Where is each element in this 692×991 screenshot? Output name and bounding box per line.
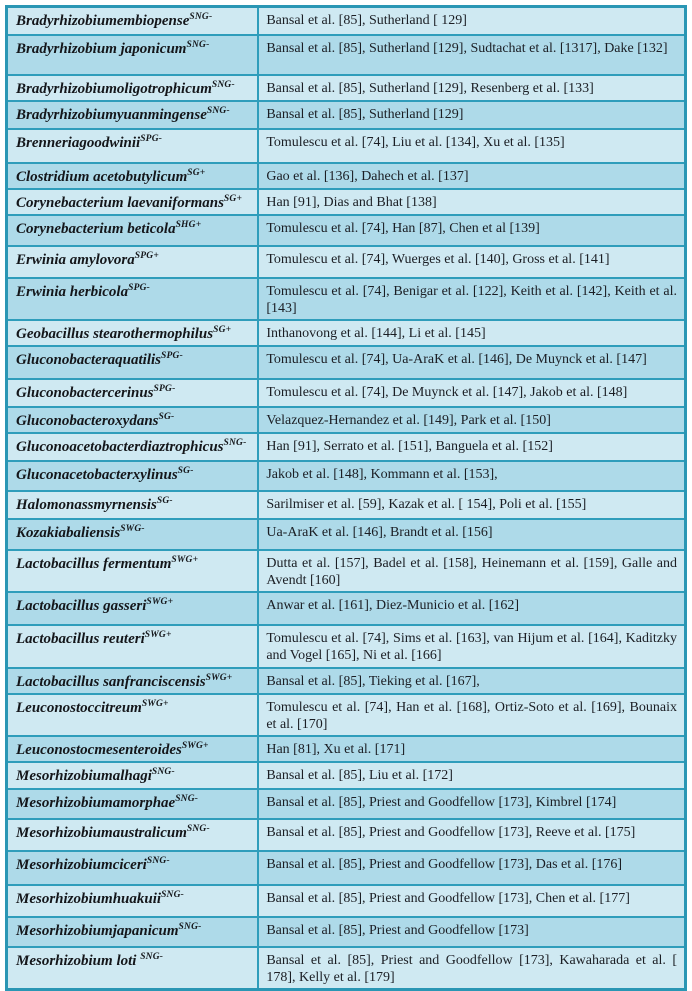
references-cell: Han [81], Xu et al. [171] [258, 736, 685, 762]
bacteria-references-table [5, 5, 687, 991]
organism-name: Lactobacillus sanfranciscensis [16, 673, 206, 690]
references-cell: Ua-AraK et al. [146], Brandt et al. [156] [258, 519, 685, 550]
organism-cell [7, 7, 259, 35]
organism-superscript: SG+ [187, 167, 206, 178]
organism-name: Clostridium acetobutylicum [16, 168, 188, 185]
table-row [7, 819, 686, 851]
organism-superscript: SG+ [213, 324, 232, 335]
organism-superscript: SPG- [153, 383, 176, 394]
organism-cell [7, 278, 259, 320]
organism-name: Mesorhizobiumhuakuii [16, 890, 162, 907]
organism-cell [7, 550, 259, 592]
references-cell: Velazquez-Hernandez et al. [149], Park et al. [150] [258, 407, 685, 433]
organism-name: Leuconostoccitreum [16, 699, 142, 716]
table-row [7, 885, 686, 917]
organism-cell [7, 519, 259, 550]
references-cell: Bansal et al. [85], Sutherland [129], Sudtachat et al. [1317], Dake [132] [258, 35, 685, 75]
organism-name: Gluconacetobacterxylinus [16, 466, 178, 483]
organism-name: Mesorhizobiumaustralicum [16, 824, 187, 841]
references-cell: Dutta et al. [157], Badel et al. [158], Heinemann et al. [159], Galle and Avendt [160] [258, 550, 685, 592]
organism-cell [7, 851, 259, 885]
organism-name: Bradyrhizobiumyuanmingense [16, 106, 207, 123]
references-cell: Tomulescu et al. [74], Han [87], Chen et al [139] [258, 215, 685, 246]
organism-superscript: SWG+ [181, 740, 209, 751]
organism-cell [7, 592, 259, 625]
organism-superscript: SNG- [186, 39, 210, 50]
references-cell: Sarilmiser et al. [59], Kazak et al. [ 154], Poli et al. [155] [258, 491, 685, 519]
table-row [7, 75, 686, 101]
organism-name: Leuconostocmesenteroides [16, 741, 182, 758]
organism-superscript: SWG+ [171, 554, 199, 565]
organism-cell [7, 736, 259, 762]
organism-superscript: SNG- [223, 437, 247, 448]
organism-superscript: SHG+ [175, 219, 202, 230]
table-row [7, 163, 686, 189]
organism-cell [7, 668, 259, 694]
table-row [7, 694, 686, 736]
organism-cell [7, 129, 259, 163]
organism-cell [7, 947, 259, 990]
organism-name: Corynebacterium laevaniformans [16, 194, 224, 211]
references-cell: Tomulescu et al. [74], Wuerges et al. [140], Gross et al. [141] [258, 246, 685, 278]
table-row [7, 789, 686, 819]
table-row [7, 278, 686, 320]
table-row [7, 246, 686, 278]
table-row [7, 491, 686, 519]
references-cell: Bansal et al. [85], Sutherland [ 129] [258, 7, 685, 35]
table-row [7, 668, 686, 694]
table-row [7, 379, 686, 407]
organism-name: Gluconobacteroxydans [16, 412, 159, 429]
table-row [7, 917, 686, 947]
organism-cell [7, 917, 259, 947]
organism-name: Mesorhizobiumamorphae [16, 794, 176, 811]
organism-cell [7, 694, 259, 736]
organism-cell [7, 789, 259, 819]
references-cell: Tomulescu et al. [74], De Muynck et al. [147], Jakob et al. [148] [258, 379, 685, 407]
organism-name: Mesorhizobiumjapanicum [16, 922, 179, 939]
organism-cell [7, 163, 259, 189]
organism-cell [7, 189, 259, 215]
references-cell: Bansal et al. [85], Sutherland [129] [258, 101, 685, 129]
table-row [7, 550, 686, 592]
references-cell: Jakob et al. [148], Kommann et al. [153], [258, 461, 685, 491]
organism-name: Mesorhizobiumciceri [16, 856, 147, 873]
table-row [7, 851, 686, 885]
organism-superscript: SPG- [161, 350, 183, 361]
organism-cell [7, 379, 259, 407]
organism-superscript: SWG- [120, 523, 145, 534]
organism-name: Bradyrhizobium japonicum [16, 40, 187, 57]
references-cell: Bansal et al. [85], Priest and Goodfellow [173], Kimbrel [174] [258, 789, 685, 819]
table-row [7, 346, 686, 379]
organism-superscript: SPG- [140, 133, 163, 144]
organism-name: Mesorhizobiumalhagi [16, 767, 152, 784]
organism-cell [7, 433, 259, 461]
table-row [7, 461, 686, 491]
organism-cell [7, 491, 259, 519]
table-row [7, 762, 686, 789]
table-row [7, 7, 686, 35]
organism-cell [7, 346, 259, 379]
references-cell: Tomulescu et al. [74], Ua-AraK et al. [146], De Muynck et al. [147] [258, 346, 685, 379]
organism-name: Mesorhizobium loti [16, 952, 141, 969]
organism-name: Gluconoacetobacterdiaztrophicus [16, 438, 224, 455]
organism-cell [7, 407, 259, 433]
organism-superscript: SNG- [186, 823, 210, 834]
organism-cell [7, 625, 259, 668]
organism-superscript: SWG+ [141, 698, 169, 709]
organism-superscript: SG- [177, 465, 194, 476]
table-row [7, 35, 686, 75]
references-cell: Han [91], Serrato et al. [151], Banguela et al. [152] [258, 433, 685, 461]
organism-superscript: SPG+ [134, 250, 159, 261]
organism-superscript: SNG- [178, 921, 202, 932]
references-cell: Bansal et al. [85], Priest and Goodfellow [173], Das et al. [176] [258, 851, 685, 885]
organism-name: Gluconobacteraquatilis [16, 351, 162, 368]
table-row [7, 519, 686, 550]
organism-name: Lactobacillus fermentum [16, 555, 172, 572]
organism-name: Geobacillus stearothermophilus [16, 325, 214, 342]
organism-superscript: SG+ [223, 193, 243, 204]
table-row [7, 625, 686, 668]
organism-name: Corynebacterium beticola [16, 220, 176, 237]
organism-cell [7, 885, 259, 917]
organism-cell [7, 246, 259, 278]
organism-name: Gluconobactercerinus [16, 384, 154, 401]
organism-name: Lactobacillus reuteri [16, 630, 145, 647]
table-row [7, 947, 686, 990]
organism-superscript: SWG+ [146, 596, 174, 607]
organism-superscript: SNG- [140, 951, 164, 962]
organism-name: Erwinia herbicola [16, 283, 129, 300]
organism-cell [7, 762, 259, 789]
references-cell: Inthanovong et al. [144], Li et al. [145] [258, 320, 685, 346]
table-row [7, 189, 686, 215]
organism-superscript: SNG- [189, 12, 213, 22]
organism-cell [7, 320, 259, 346]
references-cell: Bansal et al. [85], Priest and Goodfellow [173], Kawaharada et al. [ 178], Kelly et al. [179] [258, 947, 685, 990]
references-cell: Gao et al. [136], Dahech et al. [137] [258, 163, 685, 189]
references-cell: Tomulescu et al. [74], Han et al. [168], Ortiz-Soto et al. [169], Bounaix et al. [170] [258, 694, 685, 736]
references-cell: Bansal et al. [85], Liu et al. [172] [258, 762, 685, 789]
table-row [7, 592, 686, 625]
table-row [7, 433, 686, 461]
organism-superscript: SNG- [175, 793, 199, 804]
table-body [7, 7, 686, 990]
organism-superscript: SG- [158, 411, 175, 422]
organism-name: Kozakiabaliensis [16, 524, 121, 541]
references-cell: Bansal et al. [85], Priest and Goodfellow [173], Chen et al. [177] [258, 885, 685, 917]
organism-superscript: SNG- [146, 855, 170, 866]
organism-cell [7, 75, 259, 101]
references-cell: Tomulescu et al. [74], Liu et al. [134], Xu et al. [135] [258, 129, 685, 163]
organism-cell [7, 819, 259, 851]
table-row [7, 101, 686, 129]
organism-superscript: SNG- [151, 766, 175, 777]
table-row [7, 215, 686, 246]
organism-superscript: SG- [156, 495, 173, 506]
organism-superscript: SPG- [128, 282, 151, 293]
references-cell: Bansal et al. [85], Priest and Goodfellow [173], Reeve et al. [175] [258, 819, 685, 851]
references-cell: Anwar et al. [161], Diez-Municio et al. [162] [258, 592, 685, 625]
organism-superscript: SNG- [211, 79, 235, 90]
organism-superscript: SNG- [161, 889, 185, 900]
references-cell: Bansal et al. [85], Priest and Goodfellow [173] [258, 917, 685, 947]
references-cell: Bansal et al. [85], Sutherland [129], Resenberg et al. [133] [258, 75, 685, 101]
organism-cell [7, 461, 259, 491]
references-cell: Tomulescu et al. [74], Benigar et al. [122], Keith et al. [142], Keith et al. [143] [258, 278, 685, 320]
organism-name: Brenneriagoodwinii [16, 134, 141, 151]
organism-name: Bradyrhizobiumembiopense [16, 13, 190, 29]
organism-name: Halomonassmyrnensis [16, 496, 157, 513]
organism-name: Lactobacillus gasseri [16, 597, 147, 614]
table-row [7, 129, 686, 163]
organism-name: Erwinia amylovora [16, 251, 135, 268]
organism-cell [7, 35, 259, 75]
references-cell: Tomulescu et al. [74], Sims et al. [163], van Hijum et al. [164], Kaditzky and Vogel [165], Ni et al. [166] [258, 625, 685, 668]
organism-name: Bradyrhizobiumoligotrophicum [16, 80, 212, 97]
references-cell: Bansal et al. [85], Tieking et al. [167], [258, 668, 685, 694]
references-cell: Han [91], Dias and Bhat [138] [258, 189, 685, 215]
organism-superscript: SWG+ [205, 672, 233, 683]
organism-cell [7, 215, 259, 246]
table-row [7, 736, 686, 762]
table-row [7, 320, 686, 346]
organism-superscript: SNG- [206, 105, 230, 116]
table-row [7, 407, 686, 433]
organism-cell [7, 101, 259, 129]
organism-superscript: SWG+ [144, 629, 172, 640]
